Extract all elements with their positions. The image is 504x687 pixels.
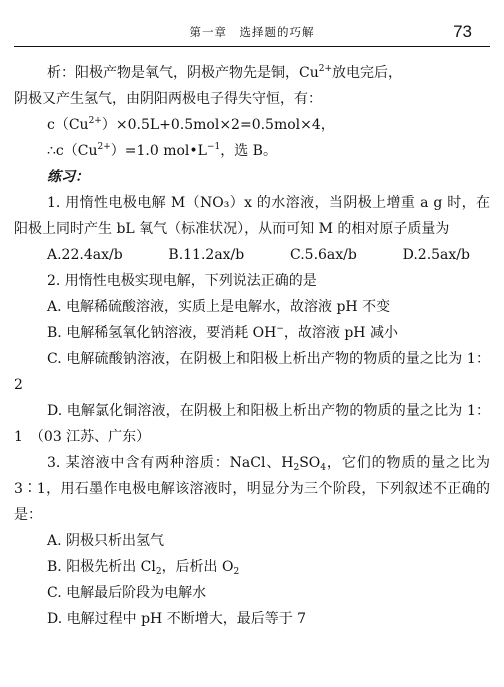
question-2-option-c: C. 电解硫酸钠溶液，在阴极上和阳极上析出产物的物质的量之比为 1：2 [14, 351, 490, 393]
chapter-title: 第一章 选择题的巧解 [189, 25, 315, 39]
running-header [14, 22, 490, 47]
page-number: 73 [453, 22, 472, 41]
question-1-option-b: B.11.2ax/b [168, 247, 245, 263]
question-1-stem: 1. 用惰性电极电解 M（NO₃）x 的水溶液，当阴极上增重 a g 时，在阳极上同时产生 bL 氧气（标准状况），从而可知 M 的相对原子质量为 [14, 195, 490, 237]
analysis-line-1: 析：阳极产物是氧气，阴极产物先是铜，$Cu^{2+}$放电完后， [47, 64, 403, 81]
question-2-stem: 2. 用惰性电极实现电解，下列说法正确的是 [47, 273, 317, 289]
practice-heading: 练习： [47, 169, 89, 185]
analysis-equation: $c(Cu^{2+})\times 0.5L+0.5mol\times 2=0.5mol\times 4$， [47, 116, 335, 133]
question-3-stem: 3. 某溶液中含有两种溶质：NaCl、$H_2SO_4$，它们的物质的量之比为 3∶1，用石墨作电极电解该溶液时，明显分为三个阶段，下列叙述不正确的是： [14, 455, 490, 523]
question-3-option-a: A. 阴极只析出氢气 [47, 533, 165, 549]
question-2-option-a: A. 电解稀硫酸溶液，实质上是电解水，故溶液 pH 不变 [47, 299, 391, 315]
question-1-options [14, 242, 490, 268]
question-3-option-d: D. 电解过程中 pH 不断增大，最后等于 7 [47, 611, 307, 627]
question-3-option-b: B. 阳极先析出 $Cl_2$，后析出 $O_2$ [47, 559, 240, 577]
question-2-option-d: D. 电解氯化铜溶液，在阴极上和阳极上析出产物的物质的量之比为 1：1 （03 江苏、广东） [14, 403, 490, 445]
question-3-option-c: C. 电解最后阶段为电解水 [47, 585, 207, 601]
analysis-conclusion: $\therefore c(Cu^{2+})=1.0$ $mol•L^{-1}$，选 B。 [47, 142, 277, 159]
question-2-option-b: B. 电解稀氢氧化钠溶液，要消耗 OH−，故溶液 pH 减小 [47, 324, 398, 341]
question-1-option-a: A.22.4ax/b [47, 247, 123, 263]
analysis-line-2: 阴极又产生氢气，由阴阳两极电子得失守恒，有： [14, 91, 322, 107]
page-body [14, 60, 490, 632]
question-1-option-c: C.5.6ax/b [290, 247, 357, 263]
question-1-option-d: D.2.5ax/b [402, 247, 470, 263]
